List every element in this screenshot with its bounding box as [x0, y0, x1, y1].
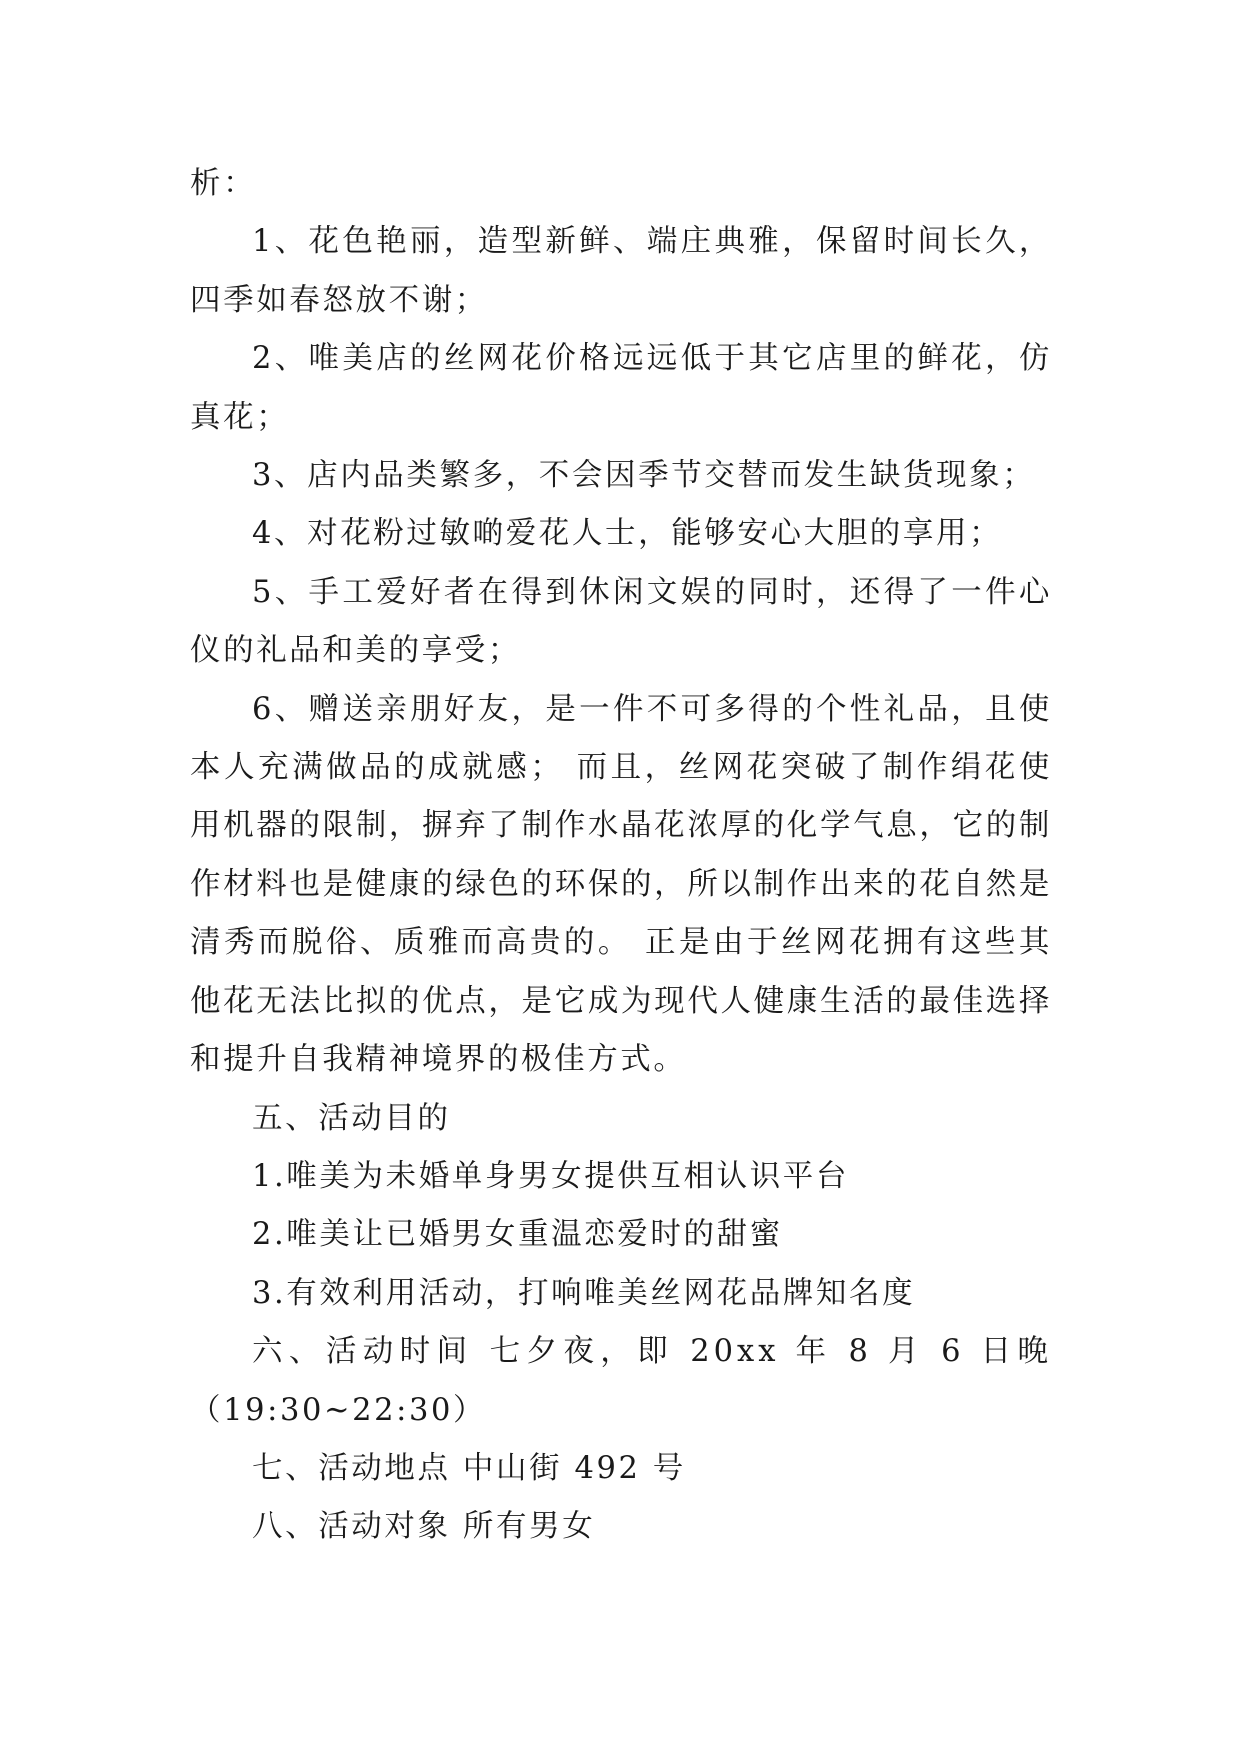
point-5-paragraph: 5、手工爱好者在得到休闲文娱的同时，还得了一件心仪的礼品和美的享受； [190, 574, 1052, 669]
section-7-location: 七、活动地点 中山街 492 号 [252, 1450, 686, 1486]
point-4-paragraph: 4、对花粉过敏啲爱花人士，能够安心大胆的享用； [252, 516, 1003, 552]
point-3-paragraph: 3、店内品类繁多，不会因季节交替而发生缺货现象； [252, 458, 1036, 494]
section-5-heading: 五、活动目的 [252, 1100, 451, 1136]
goal-2-item: 2.唯美让已婚男女重温恋爱时的甜蜜 [252, 1217, 783, 1253]
section-6-time-range: （19:30~22:30） [190, 1392, 487, 1428]
point-6-paragraph: 6、赠送亲朋好友，是一件不可多得的个性礼品，且使本人充满做品的成就感； 而且，丝网花突破了制作绢花使用机器的限制，摒弃了制作水晶花浓厚的化学气息，它的制作材料也是健康的绿色的环保的，所以制作出来的花自然是清秀而脱俗、质雅而高贵的。 正是由于丝网花拥有这些其他花无法比拟的优点，是它成为现代人健康生活的最佳选择和提升自我精神境界的极佳方式。 [190, 691, 1052, 1078]
point-2-paragraph: 2、唯美店的丝网花价格远远低于其它店里的鲜花，仿真花； [190, 341, 1052, 435]
intro-tail-paragraph: 析： [190, 166, 257, 201]
goal-3-item: 3.有效利用活动，打响唯美丝网花品牌知名度 [252, 1275, 916, 1311]
goal-1-item: 1.唯美为未婚单身男女提供互相认识平台 [252, 1158, 849, 1194]
section-6-time-line: 六、活动时间 七夕夜，即 20xx 年 8 月 6 日晚 [252, 1334, 1052, 1370]
point-1-paragraph: 1、花色艳丽，造型新鲜、端庄典雅，保留时间长久，四季如春怒放不谢； [190, 224, 1052, 318]
section-8-audience: 八、活动对象 所有男女 [252, 1509, 596, 1545]
document-page [190, 155, 1052, 1557]
